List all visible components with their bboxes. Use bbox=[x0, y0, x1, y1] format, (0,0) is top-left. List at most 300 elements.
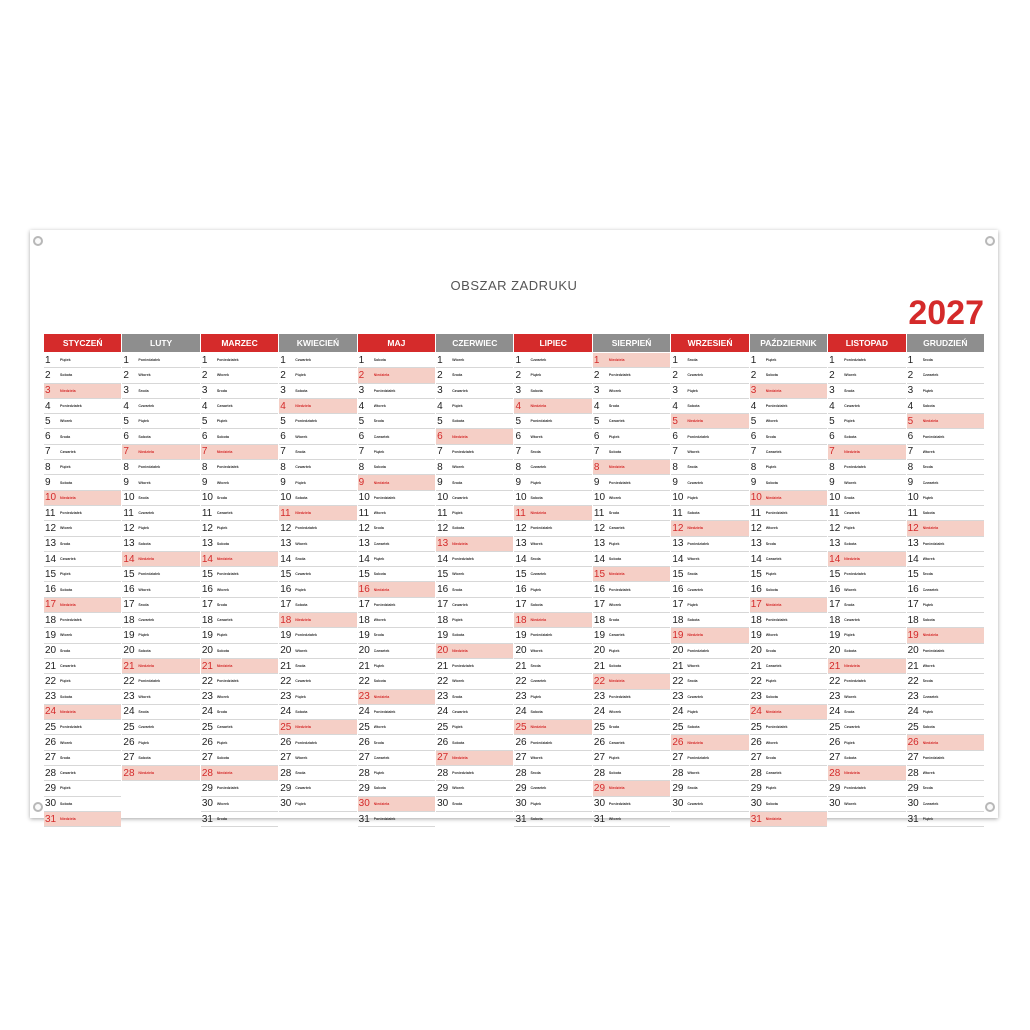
day-text bbox=[60, 802, 121, 806]
day-number: 3 bbox=[750, 385, 757, 397]
day-number: 25 bbox=[437, 721, 449, 733]
weekday-name: Poniedziałek bbox=[687, 755, 710, 760]
weekday-name: Środa bbox=[216, 817, 228, 822]
day-number: 11 bbox=[358, 507, 370, 519]
day-number: 2 bbox=[201, 369, 208, 381]
weekday-name: Środa bbox=[452, 801, 463, 806]
weekday-name: Czwartek bbox=[687, 373, 704, 378]
day-cell bbox=[436, 659, 513, 674]
day-cell bbox=[358, 705, 435, 720]
day-text bbox=[60, 588, 121, 592]
day-number: 4 bbox=[515, 400, 522, 412]
weekday-name: Poniedziałek bbox=[60, 618, 82, 623]
day-number: 18 bbox=[829, 614, 841, 626]
day-cell-empty bbox=[436, 812, 513, 827]
day-number: 7 bbox=[672, 446, 678, 458]
weekday-name: Niedziela bbox=[608, 679, 625, 684]
weekday-name: Środa bbox=[922, 679, 933, 684]
day-number: 6 bbox=[750, 431, 757, 443]
weekday-name: Wtorek bbox=[765, 740, 778, 745]
day-text bbox=[374, 725, 435, 729]
day-cell bbox=[671, 628, 748, 643]
weekday-name: Poniedziałek bbox=[138, 572, 161, 577]
day-number: 22 bbox=[829, 675, 841, 687]
day-number: 3 bbox=[201, 385, 208, 397]
weekday-name: Piątek bbox=[138, 419, 149, 424]
weekday-name: Sobota bbox=[138, 648, 151, 653]
day-number: 12 bbox=[201, 522, 213, 534]
day-cell bbox=[44, 644, 121, 659]
day-cell bbox=[122, 628, 199, 643]
day-cell bbox=[279, 552, 356, 567]
day-cell bbox=[671, 506, 748, 521]
weekday-name: Czwartek bbox=[687, 587, 704, 592]
day-text bbox=[923, 786, 984, 790]
day-text bbox=[217, 725, 278, 729]
day-text bbox=[766, 588, 827, 592]
day-number: 11 bbox=[829, 507, 840, 519]
day-number: 26 bbox=[907, 737, 919, 749]
day-number: 22 bbox=[123, 675, 135, 687]
day-number: 30 bbox=[750, 798, 762, 810]
day-number: 20 bbox=[750, 645, 762, 657]
weekday-name: Poniedziałek bbox=[922, 541, 945, 546]
weekday-name: Sobota bbox=[295, 388, 308, 393]
day-cell bbox=[907, 384, 984, 399]
day-text bbox=[687, 786, 748, 790]
day-cell bbox=[593, 644, 670, 659]
weekday-name: Piątek bbox=[530, 587, 542, 592]
weekday-name: Niedziela bbox=[295, 404, 311, 409]
weekday-name: Wtorek bbox=[530, 541, 543, 546]
day-cell bbox=[750, 429, 827, 444]
weekday-name: Niedziela bbox=[373, 480, 390, 485]
day-number: 5 bbox=[358, 415, 365, 427]
day-cell bbox=[436, 598, 513, 613]
day-number: 10 bbox=[829, 492, 841, 504]
weekday-name: Środa bbox=[373, 419, 384, 424]
day-number: 17 bbox=[907, 599, 919, 611]
day-text bbox=[687, 695, 748, 699]
day-cell bbox=[671, 644, 748, 659]
day-text bbox=[60, 389, 121, 393]
day-number: 28 bbox=[437, 767, 449, 779]
day-text bbox=[374, 450, 435, 454]
day-number: 28 bbox=[829, 767, 841, 779]
day-text bbox=[217, 664, 278, 668]
day-number: 9 bbox=[593, 477, 600, 489]
day-number: 11 bbox=[45, 507, 56, 519]
day-text bbox=[452, 526, 513, 530]
day-number: 13 bbox=[358, 538, 370, 550]
month-header-10: PAŹDZIERNIK bbox=[750, 334, 827, 352]
day-cell bbox=[828, 506, 905, 521]
day-text bbox=[687, 389, 748, 393]
weekday-name: Piątek bbox=[608, 434, 620, 439]
day-text bbox=[60, 603, 121, 607]
day-cell bbox=[279, 429, 356, 444]
day-number: 12 bbox=[672, 522, 684, 534]
day-number: 8 bbox=[358, 461, 365, 473]
day-number: 24 bbox=[45, 706, 57, 718]
weekday-name: Czwartek bbox=[60, 449, 76, 454]
day-cell bbox=[593, 797, 670, 812]
day-number: 26 bbox=[672, 737, 684, 749]
day-cell bbox=[122, 537, 199, 552]
day-number: 27 bbox=[280, 752, 292, 764]
day-number: 10 bbox=[750, 492, 762, 504]
day-number: 31 bbox=[907, 813, 919, 825]
day-text bbox=[138, 526, 199, 530]
day-text bbox=[844, 572, 905, 576]
day-number: 9 bbox=[201, 477, 208, 489]
day-cell bbox=[44, 751, 121, 766]
day-number: 8 bbox=[829, 461, 835, 473]
day-text bbox=[609, 557, 670, 561]
day-number: 27 bbox=[358, 752, 370, 764]
day-text bbox=[766, 664, 827, 668]
day-number: 18 bbox=[123, 614, 135, 626]
day-cell-empty bbox=[279, 812, 356, 827]
weekday-name: Piątek bbox=[922, 495, 934, 500]
day-text bbox=[923, 618, 984, 622]
day-number: 12 bbox=[750, 522, 762, 534]
weekday-name: Środa bbox=[60, 648, 71, 653]
day-number: 5 bbox=[201, 415, 208, 427]
day-text bbox=[766, 526, 827, 530]
day-number: 26 bbox=[358, 737, 370, 749]
day-number: 10 bbox=[358, 492, 370, 504]
day-text bbox=[217, 404, 278, 408]
day-text bbox=[452, 679, 513, 683]
day-number: 15 bbox=[593, 568, 606, 580]
day-cell bbox=[671, 353, 748, 368]
day-text bbox=[530, 389, 591, 393]
weekday-name: Wtorek bbox=[295, 755, 308, 760]
day-text bbox=[452, 664, 513, 668]
day-number: 5 bbox=[672, 415, 678, 427]
day-cell bbox=[201, 659, 278, 674]
day-number: 15 bbox=[750, 568, 762, 580]
weekday-name: Piątek bbox=[138, 526, 149, 531]
day-cell bbox=[279, 506, 356, 521]
day-cell bbox=[122, 659, 199, 674]
day-text bbox=[609, 465, 670, 469]
day-number: 18 bbox=[515, 614, 527, 626]
day-cell bbox=[436, 445, 513, 460]
day-number: 30 bbox=[358, 798, 370, 810]
weekday-name: Środa bbox=[608, 618, 620, 623]
day-cell bbox=[279, 613, 356, 628]
weekday-name: Poniedziałek bbox=[138, 465, 161, 470]
day-text bbox=[923, 481, 984, 485]
day-text bbox=[766, 373, 827, 377]
day-cell bbox=[122, 735, 199, 750]
day-text bbox=[923, 588, 984, 592]
weekday-name: Poniedziałek bbox=[373, 495, 396, 500]
day-cell bbox=[279, 521, 356, 536]
day-number: 20 bbox=[358, 645, 370, 657]
day-number: 22 bbox=[280, 675, 292, 687]
weekday-name: Sobota bbox=[216, 541, 230, 546]
weekday-name: Czwartek bbox=[687, 694, 704, 699]
day-text bbox=[217, 756, 278, 760]
day-text bbox=[530, 419, 591, 423]
day-text bbox=[217, 679, 278, 683]
day-number: 25 bbox=[672, 721, 684, 733]
day-number: 21 bbox=[45, 660, 57, 672]
day-text bbox=[217, 542, 278, 546]
day-number: 3 bbox=[280, 385, 286, 397]
calendar-grid bbox=[44, 334, 984, 827]
day-text bbox=[452, 695, 513, 699]
day-text bbox=[923, 404, 984, 408]
day-text bbox=[766, 741, 827, 745]
weekday-name: Niedziela bbox=[922, 633, 939, 638]
weekday-name: Czwartek bbox=[452, 495, 468, 500]
day-cell bbox=[122, 429, 199, 444]
day-text bbox=[687, 664, 748, 668]
day-number: 16 bbox=[358, 584, 370, 596]
day-cell bbox=[514, 567, 591, 582]
day-number: 4 bbox=[750, 400, 757, 412]
day-text bbox=[374, 419, 435, 423]
day-cell bbox=[44, 429, 121, 444]
day-number: 26 bbox=[201, 737, 213, 749]
weekday-name: Poniedziałek bbox=[452, 664, 474, 669]
weekday-name: Wtorek bbox=[530, 755, 543, 760]
day-text bbox=[60, 725, 121, 729]
day-text bbox=[295, 786, 356, 790]
weekday-name: Sobota bbox=[452, 633, 465, 638]
weekday-name: Niedziela bbox=[530, 725, 547, 730]
weekday-name: Sobota bbox=[687, 725, 700, 730]
day-text bbox=[138, 404, 199, 408]
day-text bbox=[609, 511, 670, 515]
day-cell bbox=[750, 353, 827, 368]
day-number: 15 bbox=[437, 568, 449, 580]
day-number: 18 bbox=[593, 614, 606, 626]
day-number: 19 bbox=[672, 629, 684, 641]
day-number: 2 bbox=[358, 369, 365, 381]
day-text bbox=[374, 542, 435, 546]
weekday-name: Środa bbox=[530, 449, 541, 454]
day-cell bbox=[671, 384, 748, 399]
day-cell bbox=[44, 797, 121, 812]
day-cell bbox=[828, 582, 905, 597]
day-number: 14 bbox=[593, 553, 606, 565]
day-cell bbox=[279, 475, 356, 490]
day-text bbox=[217, 802, 278, 806]
weekday-name: Piątek bbox=[295, 587, 306, 592]
day-cell bbox=[201, 781, 278, 796]
weekday-name: Piątek bbox=[216, 740, 228, 745]
day-number: 22 bbox=[437, 675, 449, 687]
day-text bbox=[374, 481, 435, 485]
day-cell-empty bbox=[671, 812, 748, 827]
day-cell bbox=[279, 659, 356, 674]
weekday-name: Czwartek bbox=[295, 786, 312, 791]
weekday-name: Wtorek bbox=[138, 373, 151, 378]
weekday-name: Niedziela bbox=[530, 618, 547, 623]
day-cell bbox=[436, 353, 513, 368]
day-text bbox=[452, 373, 513, 377]
day-cell bbox=[122, 353, 199, 368]
weekday-name: Wtorek bbox=[295, 434, 308, 439]
day-number: 29 bbox=[45, 782, 57, 794]
day-text bbox=[530, 572, 591, 576]
day-number: 8 bbox=[672, 461, 678, 473]
day-cell bbox=[201, 598, 278, 613]
day-text bbox=[766, 618, 827, 622]
day-cell bbox=[750, 475, 827, 490]
day-cell bbox=[44, 567, 121, 582]
weekday-name: Piątek bbox=[844, 633, 855, 638]
weekday-name: Czwartek bbox=[373, 648, 390, 653]
weekday-name: Czwartek bbox=[295, 572, 312, 577]
day-number: 2 bbox=[829, 369, 835, 381]
day-number: 24 bbox=[593, 706, 606, 718]
day-number: 11 bbox=[593, 507, 605, 519]
day-number: 7 bbox=[829, 446, 835, 458]
day-text bbox=[766, 817, 827, 821]
day-text bbox=[609, 526, 670, 530]
day-text bbox=[452, 802, 513, 806]
day-text bbox=[295, 404, 356, 408]
day-text bbox=[374, 618, 435, 622]
day-text bbox=[844, 679, 905, 683]
day-number: 6 bbox=[201, 431, 208, 443]
day-cell bbox=[358, 445, 435, 460]
day-number: 8 bbox=[437, 461, 443, 473]
day-number: 25 bbox=[829, 721, 841, 733]
day-number: 27 bbox=[593, 752, 606, 764]
day-cell bbox=[671, 521, 748, 536]
day-number: 10 bbox=[437, 492, 449, 504]
weekday-name: Poniedziałek bbox=[687, 541, 710, 546]
day-text bbox=[138, 588, 199, 592]
weekday-name: Sobota bbox=[608, 557, 622, 561]
day-cell bbox=[907, 460, 984, 475]
day-number: 24 bbox=[358, 706, 370, 718]
weekday-name: Czwartek bbox=[922, 373, 939, 378]
day-cell bbox=[122, 690, 199, 705]
day-cell bbox=[44, 475, 121, 490]
weekday-name: Poniedziałek bbox=[295, 633, 318, 638]
day-number: 26 bbox=[437, 737, 449, 749]
day-cell bbox=[828, 353, 905, 368]
day-number: 20 bbox=[280, 645, 292, 657]
day-number: 6 bbox=[593, 431, 600, 443]
day-number: 29 bbox=[201, 782, 213, 794]
weekday-name: Piątek bbox=[530, 480, 542, 485]
day-cell bbox=[907, 475, 984, 490]
weekday-name: Sobota bbox=[765, 694, 778, 699]
weekday-name: Piątek bbox=[922, 817, 934, 822]
day-text bbox=[766, 771, 827, 775]
day-cell bbox=[44, 521, 121, 536]
day-cell bbox=[122, 705, 199, 720]
month-column-2 bbox=[122, 353, 199, 827]
day-text bbox=[138, 450, 199, 454]
day-text bbox=[844, 435, 905, 439]
day-number: 1 bbox=[672, 354, 678, 366]
day-number: 4 bbox=[437, 400, 443, 412]
day-text bbox=[60, 695, 121, 699]
day-text bbox=[138, 465, 199, 469]
day-number: 24 bbox=[437, 706, 449, 718]
day-cell bbox=[828, 690, 905, 705]
day-number: 6 bbox=[515, 431, 522, 443]
day-text bbox=[609, 695, 670, 699]
day-cell bbox=[514, 460, 591, 475]
day-text bbox=[766, 786, 827, 790]
day-cell bbox=[122, 384, 199, 399]
day-cell bbox=[750, 537, 827, 552]
day-text bbox=[217, 557, 278, 561]
weekday-name: Sobota bbox=[60, 801, 73, 806]
day-cell-empty bbox=[122, 812, 199, 827]
day-cell bbox=[279, 735, 356, 750]
month-header-8: SIERPIEŃ bbox=[593, 334, 670, 352]
day-text bbox=[766, 450, 827, 454]
day-text bbox=[452, 481, 513, 485]
day-cell bbox=[671, 491, 748, 506]
day-number: 18 bbox=[201, 614, 213, 626]
day-cell bbox=[514, 475, 591, 490]
day-cell bbox=[828, 751, 905, 766]
weekday-name: Piątek bbox=[844, 526, 855, 531]
weekday-name: Sobota bbox=[844, 648, 857, 653]
weekday-name: Środa bbox=[452, 480, 463, 485]
weekday-name: Niedziela bbox=[530, 404, 547, 409]
day-cell bbox=[750, 598, 827, 613]
day-cell bbox=[593, 552, 670, 567]
day-cell bbox=[907, 353, 984, 368]
day-number: 20 bbox=[593, 645, 606, 657]
day-number: 6 bbox=[280, 431, 286, 443]
day-number: 19 bbox=[515, 629, 527, 641]
day-text bbox=[687, 588, 748, 592]
weekday-name: Czwartek bbox=[373, 541, 390, 546]
weekday-name: Piątek bbox=[765, 786, 777, 791]
weekday-name: Poniedziałek bbox=[373, 709, 396, 714]
weekday-name: Sobota bbox=[530, 709, 543, 714]
weekday-name: Środa bbox=[608, 725, 620, 730]
day-cell bbox=[122, 506, 199, 521]
day-text bbox=[844, 373, 905, 377]
month-column-4 bbox=[279, 353, 356, 827]
day-number: 25 bbox=[123, 721, 135, 733]
day-cell bbox=[122, 582, 199, 597]
weekday-name: Wtorek bbox=[452, 465, 465, 470]
day-text bbox=[295, 557, 356, 561]
month-column-1 bbox=[44, 353, 121, 827]
day-cell bbox=[279, 690, 356, 705]
day-number: 16 bbox=[672, 584, 684, 596]
weekday-name: Niedziela bbox=[844, 771, 860, 776]
day-number: 14 bbox=[123, 553, 135, 565]
day-cell bbox=[828, 537, 905, 552]
day-number: 5 bbox=[280, 415, 286, 427]
weekday-name: Środa bbox=[138, 709, 149, 714]
day-text bbox=[374, 771, 435, 775]
day-number: 30 bbox=[515, 798, 527, 810]
day-text bbox=[766, 496, 827, 500]
day-text bbox=[452, 771, 513, 775]
day-number: 19 bbox=[593, 629, 606, 641]
day-number: 10 bbox=[280, 492, 292, 504]
